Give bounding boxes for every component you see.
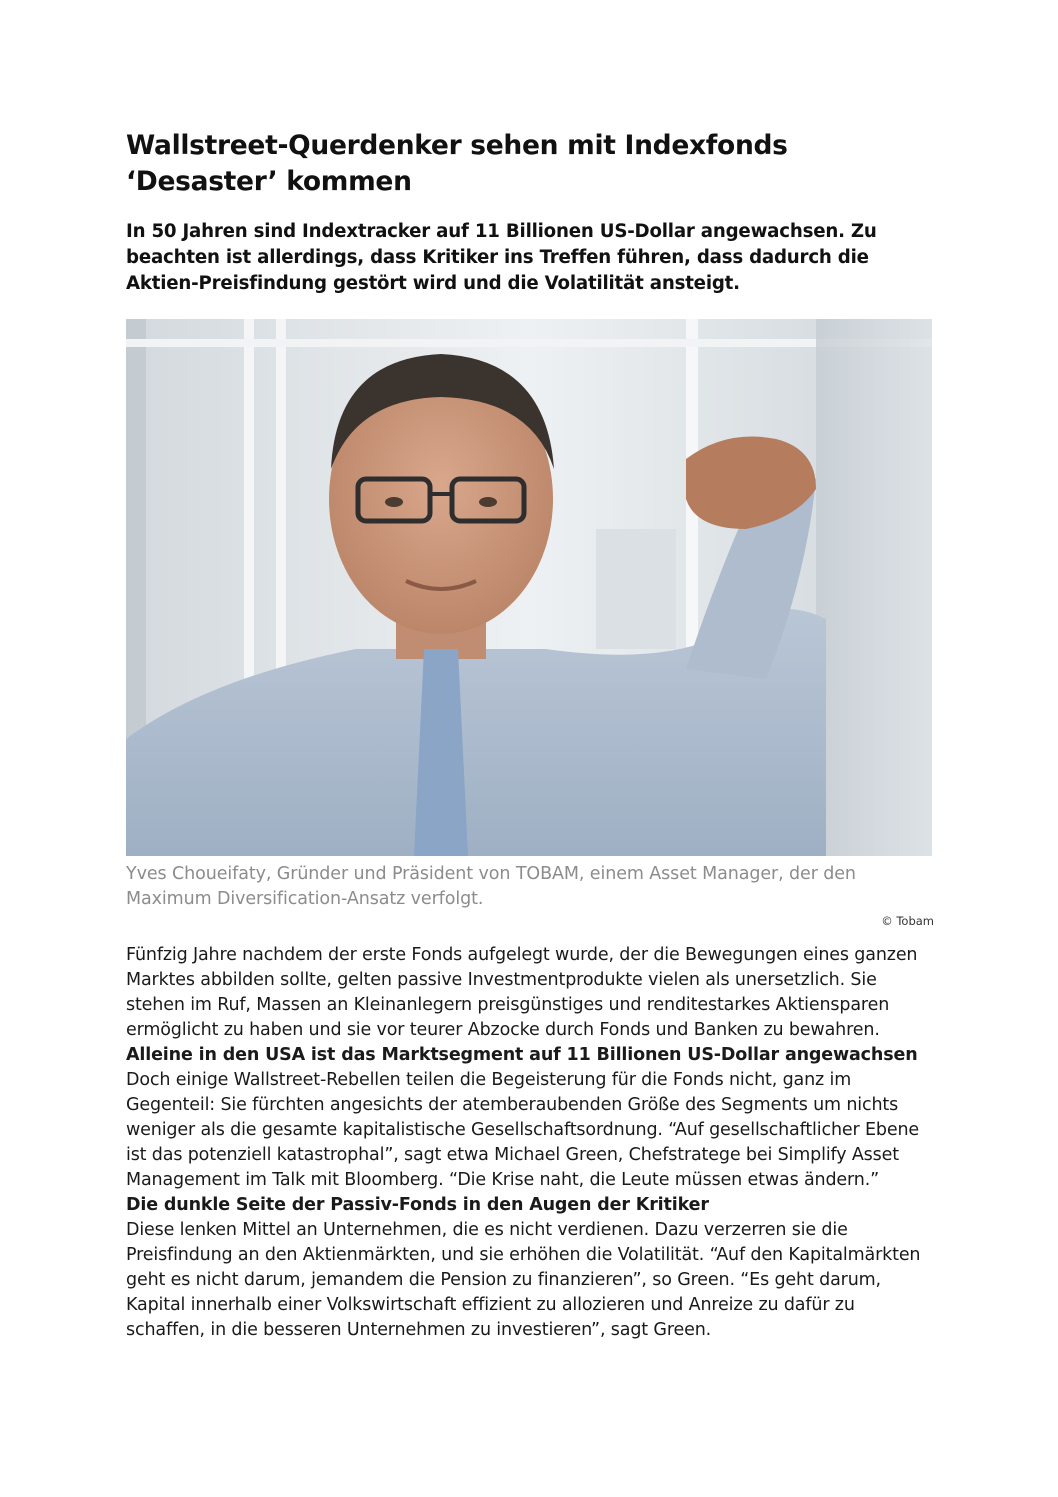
article-lead: In 50 Jahren sind Indextracker auf 11 Billionen US-Dollar angewachsen. Zu beachten ist allerdings, dass Kritiker ins Treffen führen, dass dadurch die Aktien-Preisfindung gestört wird und die Volatilität ansteigt.	[126, 221, 877, 294]
article-title: Wallstreet-Querdenker sehen mit Indexfonds ‘Desaster’ kommen	[126, 130, 788, 197]
article-body	[126, 943, 934, 1343]
article	[126, 128, 934, 1343]
image-credit: © Tobam	[881, 914, 934, 928]
portrait-photo	[126, 319, 932, 856]
section-heading: Alleine in den USA ist das Marktsegment auf 11 Billionen US-Dollar angewachsen	[126, 1045, 918, 1065]
section-paragraph: Diese lenken Mittel an Unternehmen, die es nicht verdienen. Dazu verzerren sie die Preisfindung an den Aktienmärkten, und sie erhöhen die Volatilität. “Auf den Kapitalmärkten geht es nicht darum, jemandem die Pension zu finanzieren”, so Green. “Es geht darum, Kapital innerhalb einer Volkswirtschaft effizient zu allozieren und Anreize zu dafür zu schaffen, in die besseren Unternehmen zu investieren”, sagt Green.	[126, 1220, 921, 1340]
image-caption: Yves Choueifaty, Gründer und Präsident von TOBAM, einem Asset Manager, der den Maximum Diversification-Ansatz verfolgt.	[126, 864, 856, 909]
section-paragraph: Doch einige Wallstreet-Rebellen teilen die Begeisterung für die Fonds nicht, ganz im Gegenteil: Sie fürchten angesichts der atemberaubenden Größe des Segments um nichts weniger als die gesamte kapitalistische Gesellschaftsordnung. “Auf gesellschaftlicher Ebene ist das potenziell katastrophal”, sagt etwa Michael Green, Chefstratege bei Simplify Asset Management im Talk mit Bloomberg. “Die Krise naht, die Leute müssen etwas ändern.”	[126, 1070, 919, 1190]
section-heading: Die dunkle Seite der Passiv-Fonds in den Augen der Kritiker	[126, 1195, 709, 1215]
intro-paragraph: Fünfzig Jahre nachdem der erste Fonds aufgelegt wurde, der die Bewegungen eines ganzen Marktes abbilden sollte, gelten passive Investmentprodukte vielen als unersetzlich. Sie stehen im Ruf, Massen an Kleinanlegern preisgünstiges und renditestarkes Aktiensparen ermöglicht zu haben und sie vor teurer Abzocke durch Fonds und Banken zu bewahren.	[126, 945, 918, 1040]
portrait-illustration	[126, 319, 932, 856]
